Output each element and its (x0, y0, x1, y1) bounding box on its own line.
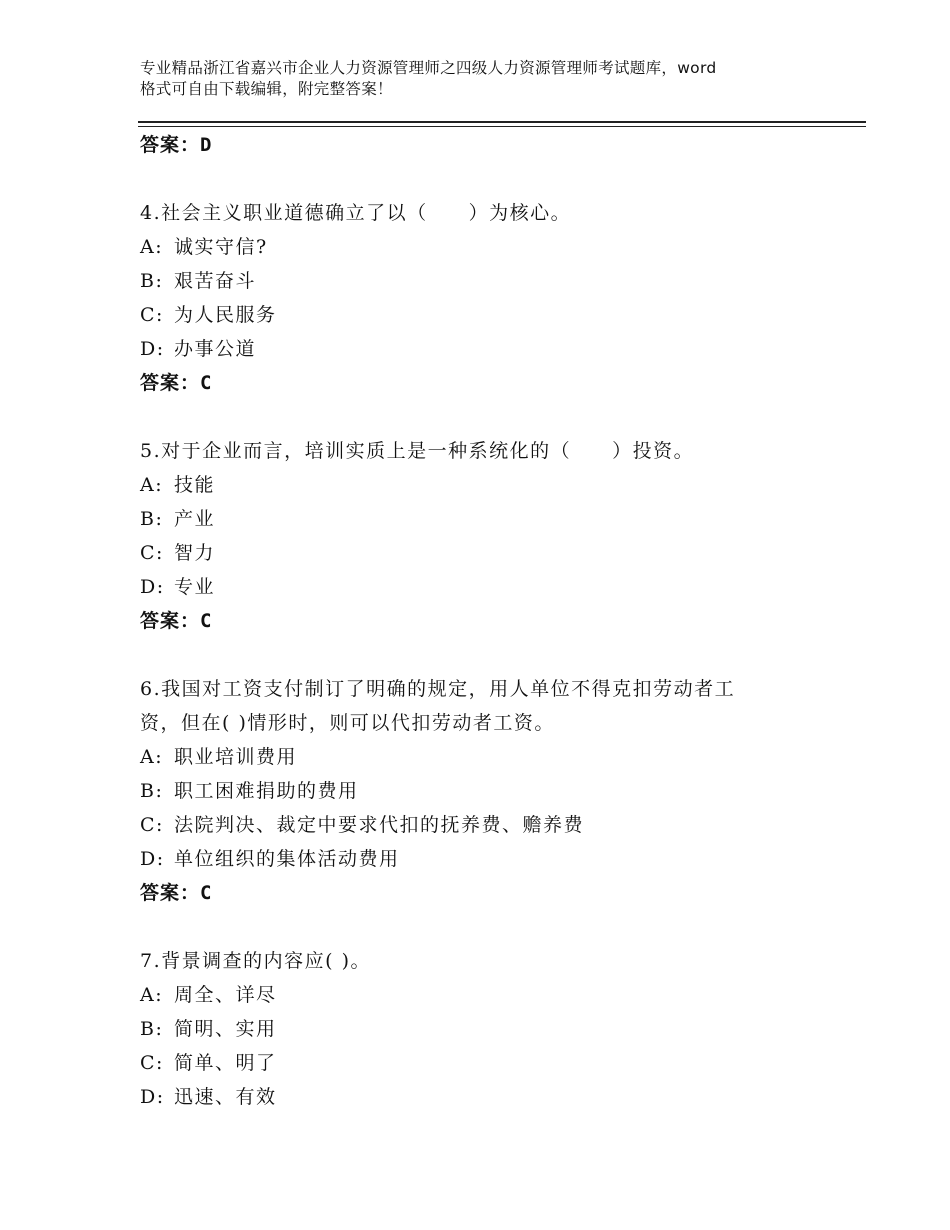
option-c (140, 808, 830, 842)
question-stem-line-1: 6.我国对工资支付制订了明确的规定，用人单位不得克扣劳动者工 (140, 678, 736, 700)
answer-label: 答案： (140, 882, 201, 904)
option-a (140, 230, 830, 264)
option-b (140, 774, 830, 808)
document-body (140, 128, 830, 1114)
answer-line (140, 876, 830, 910)
option-a (140, 468, 830, 502)
option-letter: D: (140, 576, 165, 598)
option-a (140, 978, 830, 1012)
option-letter: B: (140, 508, 164, 530)
answer-value: C (200, 882, 213, 904)
option-b (140, 264, 830, 298)
option-text: 职工困难捐助的费用 (174, 780, 359, 802)
option-text: 职业培训费用 (174, 746, 298, 768)
option-text: 办事公道 (174, 338, 257, 360)
option-text: 产业 (174, 508, 216, 530)
answer-line (140, 604, 830, 638)
question-stem: 4.社会主义职业道德确立了以（ ）为核心。 (140, 202, 572, 224)
question-stem: 7.背景调查的内容应( )。 (140, 950, 371, 972)
option-text: 技能 (174, 474, 216, 496)
option-d (140, 842, 830, 876)
option-letter: B: (140, 1018, 164, 1040)
option-b (140, 502, 830, 536)
option-letter: A: (140, 984, 164, 1006)
option-text: 专业 (174, 576, 216, 598)
answer-line (140, 128, 830, 162)
header-title-line-1: 专业精品浙江省嘉兴市企业人力资源管理师之四级人力资源管理师考试题库，word (140, 59, 717, 77)
option-text: 简明、实用 (174, 1018, 277, 1040)
option-text: 单位组织的集体活动费用 (174, 848, 400, 870)
option-text: 迅速、有效 (174, 1086, 277, 1108)
option-letter: C: (140, 304, 164, 326)
answer-label: 答案： (140, 134, 201, 156)
answer-value: D (200, 134, 213, 156)
option-a (140, 740, 830, 774)
answer-label: 答案： (140, 372, 201, 394)
answer-value: C (200, 372, 213, 394)
option-letter: D: (140, 338, 165, 360)
question-4 (140, 196, 830, 400)
option-letter: C: (140, 542, 164, 564)
answer-label: 答案： (140, 610, 201, 632)
option-letter: B: (140, 780, 164, 802)
answer-line (140, 366, 830, 400)
option-letter: D: (140, 1086, 165, 1108)
option-c (140, 1046, 830, 1080)
option-letter: A: (140, 746, 164, 768)
option-d (140, 332, 830, 366)
option-text: 为人民服务 (174, 304, 277, 326)
option-text: 智力 (174, 542, 216, 564)
option-c (140, 536, 830, 570)
option-letter: D: (140, 848, 165, 870)
answer-value: C (200, 610, 213, 632)
question-6 (140, 672, 830, 910)
option-c (140, 298, 830, 332)
option-letter: C: (140, 1052, 164, 1074)
option-text: 简单、明了 (174, 1052, 277, 1074)
option-letter: B: (140, 270, 164, 292)
question-stem: 5.对于企业而言，培训实质上是一种系统化的（ ）投资。 (140, 440, 695, 462)
header-title-line-2: 格式可自由下载编辑，附完整答案！ (140, 80, 393, 98)
option-text: 诚实守信? (174, 236, 268, 258)
option-letter: A: (140, 236, 164, 258)
option-b (140, 1012, 830, 1046)
header-divider-thick (138, 121, 866, 123)
document-header (140, 58, 840, 100)
header-divider-thin (138, 126, 866, 127)
option-d (140, 570, 830, 604)
option-letter: A: (140, 474, 164, 496)
question-stem-line-2: 资，但在( )情形时，则可以代扣劳动者工资。 (140, 712, 555, 734)
option-text: 法院判决、裁定中要求代扣的抚养费、赡养费 (174, 814, 585, 836)
question-5 (140, 434, 830, 638)
option-letter: C: (140, 814, 164, 836)
option-text: 周全、详尽 (174, 984, 277, 1006)
option-d (140, 1080, 830, 1114)
question-7 (140, 944, 830, 1114)
option-text: 艰苦奋斗 (174, 270, 257, 292)
